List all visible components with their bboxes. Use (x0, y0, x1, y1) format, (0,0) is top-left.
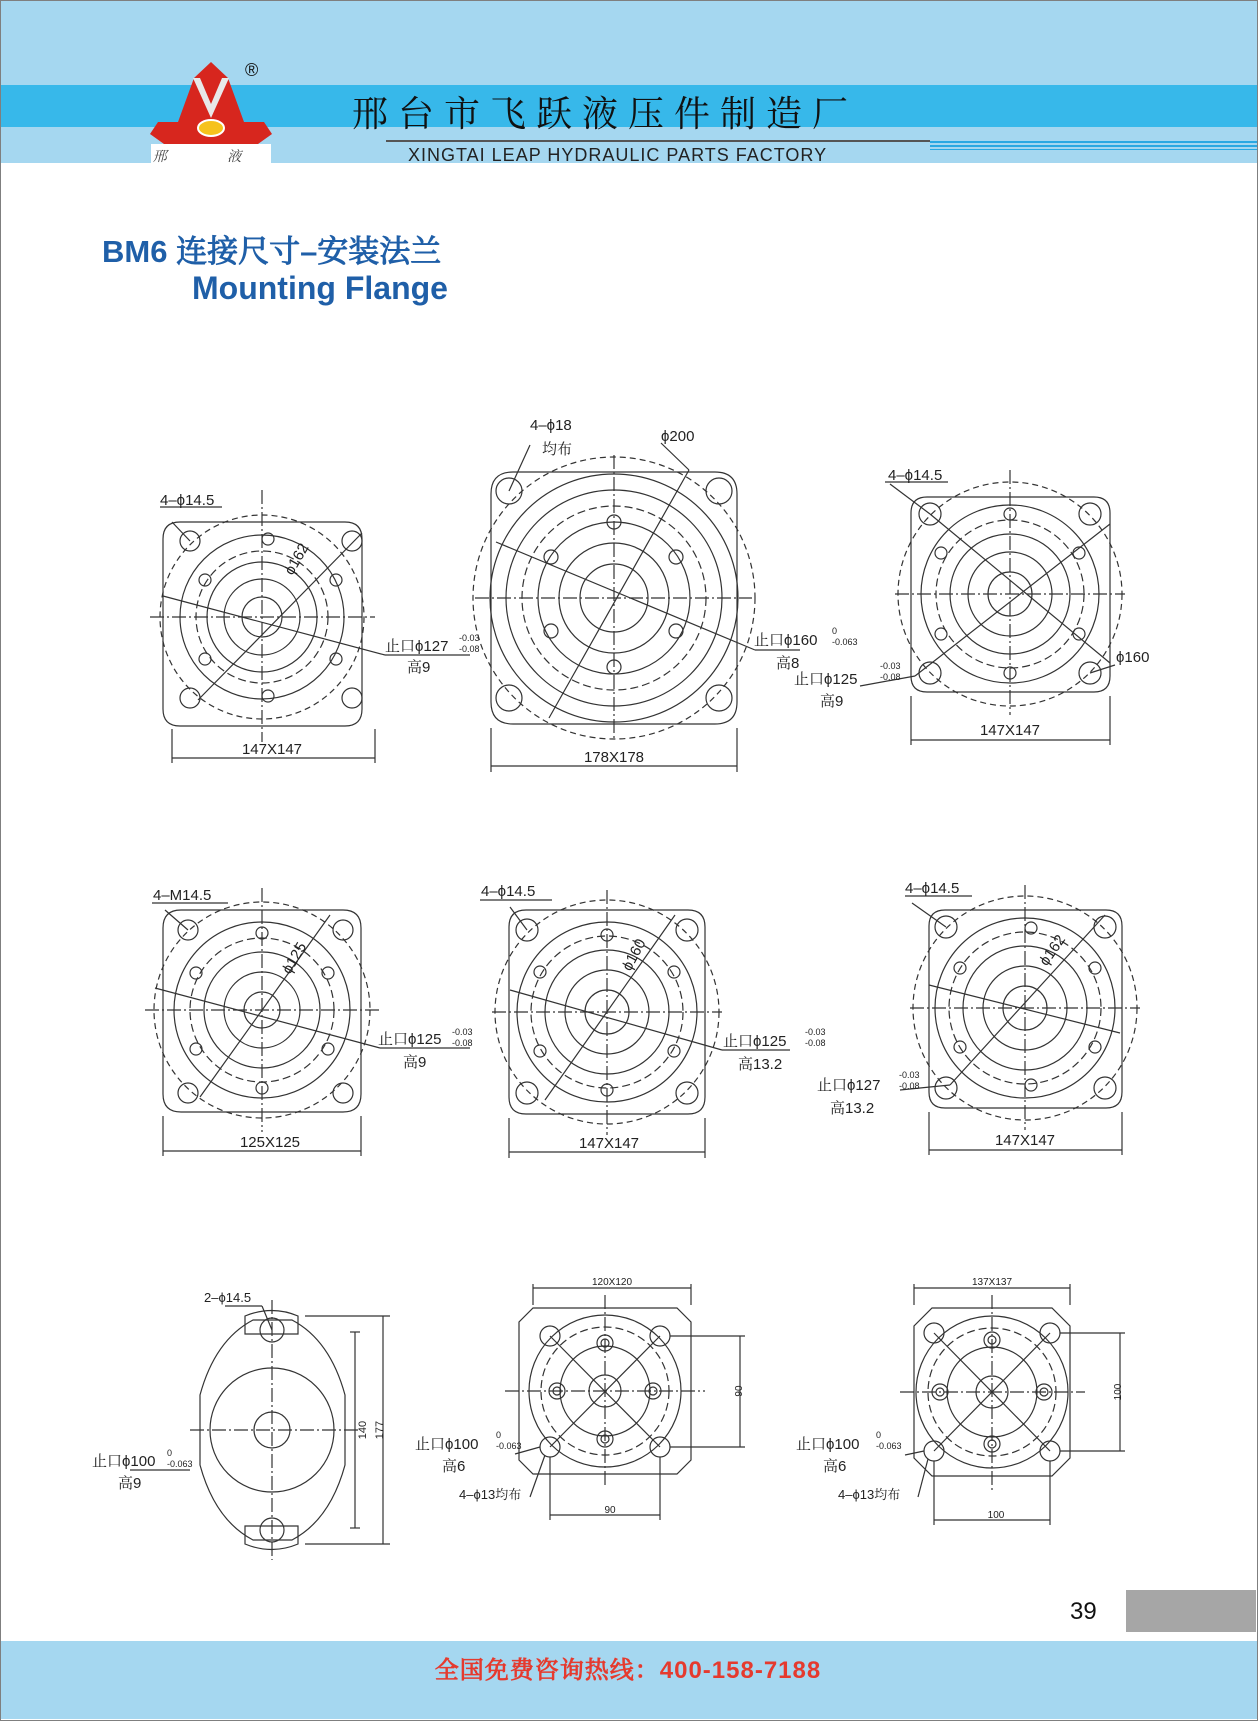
flange-drawing-7 (130, 1300, 390, 1560)
d6-tol-dn: -0.08 (899, 1081, 920, 1091)
d7-height-label: 高9 (118, 1475, 142, 1492)
d5-tol-dn: -0.08 (805, 1038, 826, 1048)
d8-tol-dn: -0.063 (496, 1441, 522, 1451)
page-title-cn: BM6 连接尺寸–安装法兰 (102, 234, 442, 269)
d4-holes-label: 4–M14.5 (153, 887, 212, 904)
d1-tol-dn: -0.08 (459, 644, 480, 654)
d3-height-label: 高9 (820, 693, 844, 710)
flange-drawing-9 (900, 1284, 1125, 1525)
d4-size-label: 125X125 (239, 1134, 301, 1151)
d4-spigot-label: 止口ϕ125 (378, 1031, 442, 1048)
page-number-bar (1126, 1590, 1256, 1632)
d8-holes-label: 4–ϕ13均布 (459, 1487, 522, 1502)
d7-dim-inner: 140 (357, 1420, 369, 1440)
d1-bolt-circle-label: ϕ162 (281, 540, 313, 578)
d6-holes-label: 4–ϕ14.5 (905, 880, 960, 897)
d5-tol-up: -0.03 (805, 1027, 826, 1037)
d9-side-dim: 100 (1113, 1383, 1124, 1401)
d1-spigot-label: 止口ϕ127 (385, 638, 449, 655)
flange-drawing-2 (473, 443, 800, 772)
flange-drawing-3 (860, 470, 1125, 745)
d7-tol-dn: -0.063 (167, 1459, 193, 1469)
d9-holes-label: 4–ϕ13均布 (838, 1487, 901, 1502)
d9-height-label: 高6 (823, 1458, 847, 1475)
page-number: 39 (1070, 1598, 1097, 1625)
d3-bolt-circle-label: ϕ160 (1116, 649, 1150, 666)
d6-tol-up: -0.03 (899, 1070, 920, 1080)
d2-size-label: 178X178 (583, 749, 645, 766)
d5-holes-label: 4–ϕ14.5 (481, 883, 536, 900)
d4-tol-dn: -0.08 (452, 1038, 473, 1048)
d3-holes-label: 4–ϕ14.5 (888, 467, 943, 484)
logo-text: 邢 液 (152, 149, 270, 165)
d2-tol-dn: -0.063 (832, 637, 858, 647)
d4-tol-up: -0.03 (452, 1027, 473, 1037)
d2-holes-label: 4–ϕ18 (530, 417, 572, 434)
d5-bolt-circle-label: ϕ160 (618, 936, 650, 974)
d8-side-dim: 90 (734, 1385, 745, 1397)
d2-bolt-circle-label: ϕ200 (661, 428, 695, 445)
d7-tol-up: 0 (167, 1448, 173, 1458)
d2-spigot-label: 止口ϕ160 (754, 632, 818, 649)
d8-tol-up: 0 (496, 1430, 502, 1440)
company-name-en: XINGTAI LEAP HYDRAULIC PARTS FACTORY (408, 145, 828, 165)
page-title-en: Mounting Flange (192, 270, 448, 306)
d4-height-label: 高9 (403, 1054, 427, 1071)
d5-size-label: 147X147 (578, 1135, 640, 1152)
d6-bolt-circle-label: ϕ162 (1035, 931, 1070, 970)
flange-drawing-1 (150, 490, 470, 763)
registered-mark: ® (245, 60, 259, 80)
d3-tol-up: -0.03 (880, 661, 901, 671)
d5-spigot-label: 止口ϕ125 (723, 1033, 787, 1050)
d7-dim-outer: 177 (374, 1420, 386, 1440)
d8-spigot-label: 止口ϕ100 (415, 1436, 479, 1453)
flange-drawing-5 (480, 890, 790, 1158)
d3-size-label: 147X147 (979, 722, 1041, 739)
d8-bottom-dim: 90 (604, 1505, 616, 1516)
d2-holes-note: 均布 (542, 441, 573, 458)
d1-size-label: 147X147 (241, 741, 303, 758)
d1-height-label: 高9 (407, 659, 431, 676)
d2-tol-up: 0 (832, 626, 838, 636)
d7-spigot-label: 止口ϕ100 (92, 1453, 156, 1470)
d9-bottom-dim: 100 (987, 1510, 1005, 1521)
d1-holes-label: 4–ϕ14.5 (160, 492, 215, 509)
d5-height-label: 高13.2 (738, 1056, 783, 1073)
d9-tol-up: 0 (876, 1430, 882, 1440)
hotline-text: 全国免费咨询热线：400-158-7188 (434, 1657, 822, 1684)
d9-tol-dn: -0.063 (876, 1441, 902, 1451)
d3-spigot-label: 止口ϕ125 (794, 671, 858, 688)
flange-drawing-8 (505, 1284, 745, 1520)
d4-bolt-circle-label: ϕ125 (278, 939, 311, 977)
flange-drawing-6 (900, 885, 1140, 1155)
d2-height-label: 高8 (776, 655, 800, 672)
d9-top-dim: 137X137 (971, 1277, 1013, 1288)
d6-size-label: 147X147 (994, 1132, 1056, 1149)
d9-spigot-label: 止口ϕ100 (796, 1436, 860, 1453)
d3-tol-dn: -0.08 (880, 672, 901, 682)
d6-spigot-label: 止口ϕ127 (817, 1077, 881, 1094)
d7-holes-label: 2–ϕ14.5 (204, 1290, 252, 1305)
d1-tol-up: -0.03 (459, 633, 480, 643)
d8-height-label: 高6 (442, 1458, 466, 1475)
flange-drawing-4 (145, 888, 470, 1156)
d6-height-label: 高13.2 (830, 1100, 875, 1117)
d8-top-dim: 120X120 (591, 1277, 633, 1288)
company-name-cn: 邢台市飞跃液压件制造厂 (352, 94, 859, 135)
